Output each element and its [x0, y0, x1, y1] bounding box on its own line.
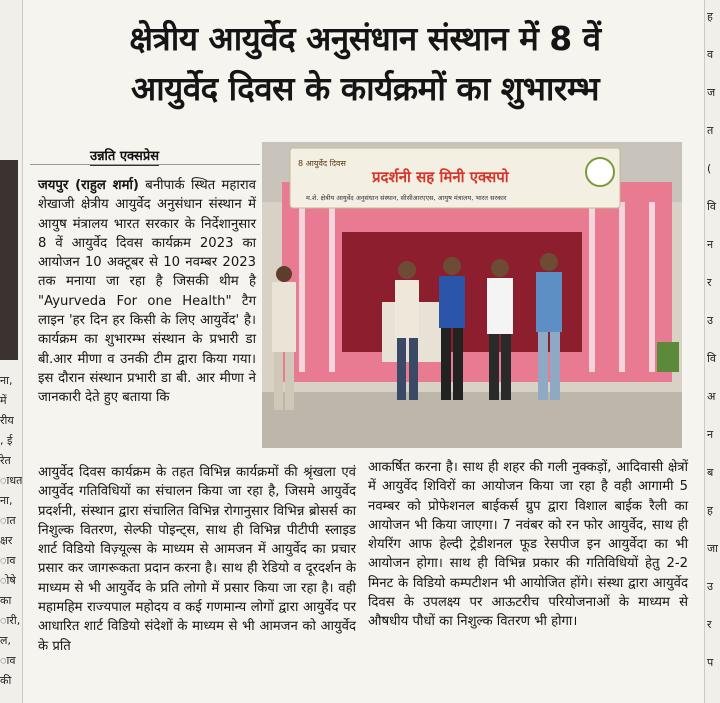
right-margin-fragment: र: [707, 618, 712, 631]
right-margin-fragment: अ: [707, 390, 716, 403]
right-margin-fragment: उ: [707, 314, 714, 327]
left-margin-fragment: की: [0, 674, 12, 687]
right-margin-fragment: जा: [707, 542, 719, 555]
right-margin-fragment: व: [707, 48, 714, 61]
right-margin-fragment: न: [707, 428, 714, 441]
right-margin-fragment: वि: [707, 352, 716, 365]
headline-line-1: क्षेत्रीय आयुर्वेद अनुसंधान संस्थान में 8 वें: [129, 19, 601, 58]
banner-small-text: 8 आयुर्वेद दिवस: [298, 159, 346, 168]
right-margin-fragment: उ: [707, 580, 714, 593]
banner-title: प्रदर्शनी सह मिनी एक्सपो: [372, 168, 509, 186]
left-margin-fragment: क्षर: [0, 534, 13, 547]
headline-line-2: आयुर्वेद दिवस के कार्यक्रमों का शुभारम्भ: [130, 69, 600, 108]
adjacent-photo-fragment: [0, 160, 18, 360]
right-margin-fragment: त: [707, 124, 714, 137]
left-margin-fragment: ोषे: [0, 574, 16, 587]
left-margin-fragment: ना,: [0, 494, 13, 507]
left-margin-fragment: का: [0, 594, 12, 607]
dateline: जयपुर (राहुल शर्मा): [38, 178, 139, 193]
article-column-2: [38, 463, 356, 656]
article-column-2-text: आयुर्वेद दिवस कार्यक्रम के तहत विभिन्न कार्यक्रमों की श्रृंखला एवं आयुर्वेद गतिविधियों का संचालन किया जा रहा है, जिसमे आयुर्वेद प्रदर्शनी, संस्थान द्वारा संचालित विभिन्न रोगानुसार विभिन्न ब्रोसर्स का निशुल्क वितरण, सेल्फी पोइन्ट्स, साथ ही विभिन्न पीटीपी स्लाइड शार्ट विडियो विज़्यूल्स के माध्यम से आमजन में आयुर्वेद का प्रचार प्रसार कर जागरूकता प्रदान करना है। साथ ही रेडियो व दूरदर्शन के माध्यम से भी आयुर्वेद के प्रति लोगो में प्रसार किया जा रहा है। वही महामहिम राज्यपाल महोदय व कई गणमान्य लोगों द्वारा आयुर्वेद पर आधारित शार्ट विडियो संदेशों के माध्यम से भी आमजन को आयुर्वेद के प्रति: [38, 465, 356, 654]
right-margin-fragment: ह: [707, 10, 713, 23]
left-margin-fragment: ाधत: [0, 474, 23, 487]
left-margin-fragment: रीय: [0, 414, 14, 427]
event-photo: [262, 142, 682, 448]
left-margin-fragment: , ई: [0, 434, 13, 447]
banner-subtitle: म.शे. क्षेत्रीय आयुर्वेद अनुसंधान संस्थान, सीसीआरएएस, आयुष मंत्रालय, भारत सरकार: [306, 194, 507, 202]
right-margin-fragment: प: [707, 656, 714, 669]
left-margin-fragment: रेत: [0, 454, 11, 467]
right-margin-fragment: ब: [707, 466, 714, 479]
article-column-1-text: बनीपार्क स्थित महाराव शेखाजी क्षेत्रीय आयुर्वेद अनुसंधान संस्थान में आयुष मंत्रालय भारत सरकार के निर्देशानुसार 8 वें आयुर्वेद दिवस कार्यक्रम 2023 का आयोजन 10 अक्टूबर से 10 नवम्बर 2023 तक मनाया जा रहा है जिसकी थीम है "Ayurveda For one Health" टैग लाइन 'हर दिन हर किसी के लिए आयुर्वेद' है।कार्यक्रम का शुभारम्भ संस्थान के प्रभारी डा बी.आर मीणा व उनकी टीम द्वारा किया गया। इस दौरान संस्थान प्रभारी डा बी. आर मीणा ने जानकारी देते हुए बताया कि: [38, 178, 256, 406]
left-margin-fragment: ना,: [0, 374, 13, 387]
right-margin-fragment: ज: [707, 86, 716, 99]
article-column-3-text: आकर्षित करना है। साथ ही शहर की गली नुक्कड़ों, आदिवासी क्षेत्रों में आयुर्वेद शिविरों का आयोजन किया जा रहा है वही आगामी 5 नवम्बर को प्रोफेशनल बाईकर्स ग्रुप द्वारा विशाल बाईक रैली का आयोजन भी किया जाएगा। 7 नवंबर को रन फोर आयुर्वेद, साथ ही शेयरिंग आफ हेल्दी ट्रेडीशनल फूड रेसपीज इन आयुर्वेदा का भी आयोजन होगा। साथ ही विभिन्न प्रकार की गतिविधियों हेतु 2-2 मिनट के विडियो कम्पटीशन भी आयोजित होंगे। संस्था द्वारा आयुर्वेद दिवस के उपलक्ष्य पर आऊटरीच परियोजनाओं के माध्यम से औषधीय पौधों का निशुल्क वितरण भी होगा।: [368, 460, 688, 630]
right-margin-fragment: न: [707, 238, 714, 251]
adjacent-article-right-strip: [704, 0, 720, 703]
left-margin-fragment: ारी,: [0, 614, 21, 627]
left-margin-fragment: ात: [0, 514, 16, 527]
right-margin-fragment: वि: [707, 200, 716, 213]
left-margin-fragment: ाव: [0, 654, 16, 667]
right-margin-fragment: ह: [707, 504, 713, 517]
right-margin-fragment: र: [707, 276, 712, 289]
article-column-1: [38, 176, 256, 408]
byline-rule: [30, 164, 260, 165]
left-margin-fragment: ल,: [0, 634, 11, 647]
headline: [30, 14, 700, 114]
article-column-3: [368, 458, 688, 632]
byline: उन्नति एक्सप्रेस: [90, 146, 159, 166]
right-margin-fragment: (: [707, 162, 712, 175]
left-margin-fragment: ाव: [0, 554, 16, 567]
adjacent-article-left-strip: [0, 0, 23, 703]
left-margin-fragment: में: [0, 394, 7, 407]
